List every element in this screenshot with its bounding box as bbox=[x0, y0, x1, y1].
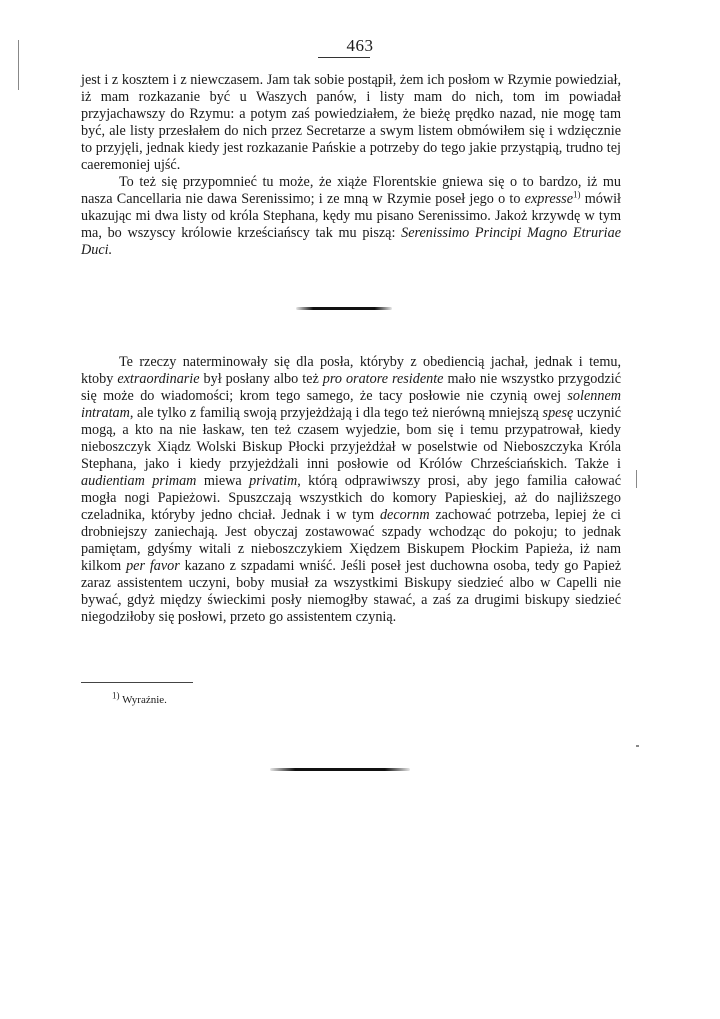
paragraph-text: uczynić mogą, a kto na nie łaskaw, ten też czasem wyjedzie, bom się i temu przypatrował, kiedy nieboszczyk Xiądz Wolski Biskup Płocki przyjeżdżał w poselstwie od Nieboszczyka Króla Stephana, jako i kiedy przyjeżdżali inni posłowie od Królów Chrześciańskich. Także i bbox=[81, 405, 621, 472]
latin-term: decornm bbox=[379, 507, 430, 523]
paragraph-text: Te rzeczy naterminowały się dla posła, któryby z obediencią jachał, jednak i temu, ktoby bbox=[81, 354, 621, 387]
paragraph-text: , którą odprawiwszy prosi, aby jego familia całować mogła nogi Papieżowi. Spuszczają wszystkich do komory Papieskiej, aż do najliższego czeladnika, któryby jedno chciał. Jednak i w tym bbox=[81, 473, 622, 523]
latin-term: per favor bbox=[126, 558, 180, 574]
latin-term: pro oratore residente bbox=[322, 371, 444, 387]
footnote-ref: 1) bbox=[573, 189, 581, 200]
page-number-underline bbox=[318, 57, 370, 58]
paragraph-florentine bbox=[81, 174, 621, 259]
margin-speck bbox=[636, 745, 639, 747]
latin-term: privatim bbox=[249, 473, 298, 489]
paragraph-ambassador bbox=[81, 354, 621, 626]
latin-term: spesę bbox=[542, 405, 574, 421]
text-block-lower bbox=[81, 354, 621, 626]
paragraph-text: To też się przypomnieć tu może, że xiąże Florentskie gniewa się o to bardzo, iż mu nasza Cancellaria nie dawa Serenissimo; i ze mną w Rzymie poseł jego o to bbox=[81, 174, 621, 207]
latin-term: extraordinarie bbox=[117, 371, 200, 387]
footnote-marker: 1) bbox=[112, 690, 120, 701]
paragraph-text: , ale tylko z familią swoją przyjeżdżają i dla tego też nierówną mniejszą bbox=[129, 405, 543, 421]
footnote-text: Wyraźnie. bbox=[122, 694, 167, 706]
paragraph-text: mówił ukazując mi dwa listy od króla Stephana, kędy mu pisano Serenissimo. Jakoż krzywdę w tym ma, bo wszyscy królowie krześciańscy tak mu piszą: bbox=[81, 191, 621, 241]
footnote bbox=[112, 690, 167, 706]
footnote-rule bbox=[81, 682, 193, 683]
text-block-upper bbox=[81, 72, 621, 259]
paragraph-text: był posłany albo też bbox=[199, 371, 323, 387]
margin-mark-right bbox=[636, 470, 637, 488]
page-number: 463 bbox=[346, 36, 374, 55]
paragraph-text: jest i z kosztem i z niewczasem. Jam tak sobie postąpił, żem ich posłom w Rzymie powiedział, iż mam rozkazanie być u Waszych panów, i listy mam do nich, tom im powiadał przyjachawszy do Rzymu: a potym zaś powiedziałem, że bieżę prędko nazad, nie mogę tam być, ale listy przesłałem do nich przez Secretarze a swym listem obmówiłem się i wdzięcznie to przyjęli, jednak kiedy jest rozkazanie Pańskie a potrzeby do tego jakie przystąpią, trudno tej caeremoniej ujść. bbox=[81, 72, 621, 173]
paragraph-text: zachować potrzeba, lepiej że ci drobniejszy zaniechają. Jest obyczaj zostawować szpady wchodząc do pokoju; to jednak pamiętam, gdyśmy witali z nieboszczykiem Xiędzem Biskupem Płockim Papieża, iż nam kilkom bbox=[81, 507, 621, 574]
paragraph-continuation bbox=[81, 72, 621, 174]
latin-term: audientiam primam bbox=[81, 473, 197, 489]
latin-term: solennem intratam bbox=[81, 388, 621, 421]
paragraph-text: kazano z szpadami wniść. Jeśli poseł jest duchowna osoba, tedy go Papież zaraz assistentem uczyni, boby musiał za wszystkimi Biskupy siedzieć albo w Capelli nie bywać, gdyż między świeckimi posły niemogłby stawać, a zaś za drugimi biskupy siedzieć niegodziłoby się posłowi, przeto go assistentem czynią. bbox=[81, 558, 621, 625]
end-divider bbox=[270, 768, 410, 771]
paragraph-text: mało nie wszystko przygodzić się może do wiadomości; krom tego samego, że tacy posłowie nie czynią owej bbox=[81, 371, 621, 404]
paragraph-text: miewa bbox=[196, 473, 250, 489]
section-divider bbox=[296, 307, 392, 310]
latin-title: Serenissimo Principi Magno Etruriae Duci. bbox=[81, 225, 622, 258]
latin-term: expresse bbox=[524, 191, 573, 207]
